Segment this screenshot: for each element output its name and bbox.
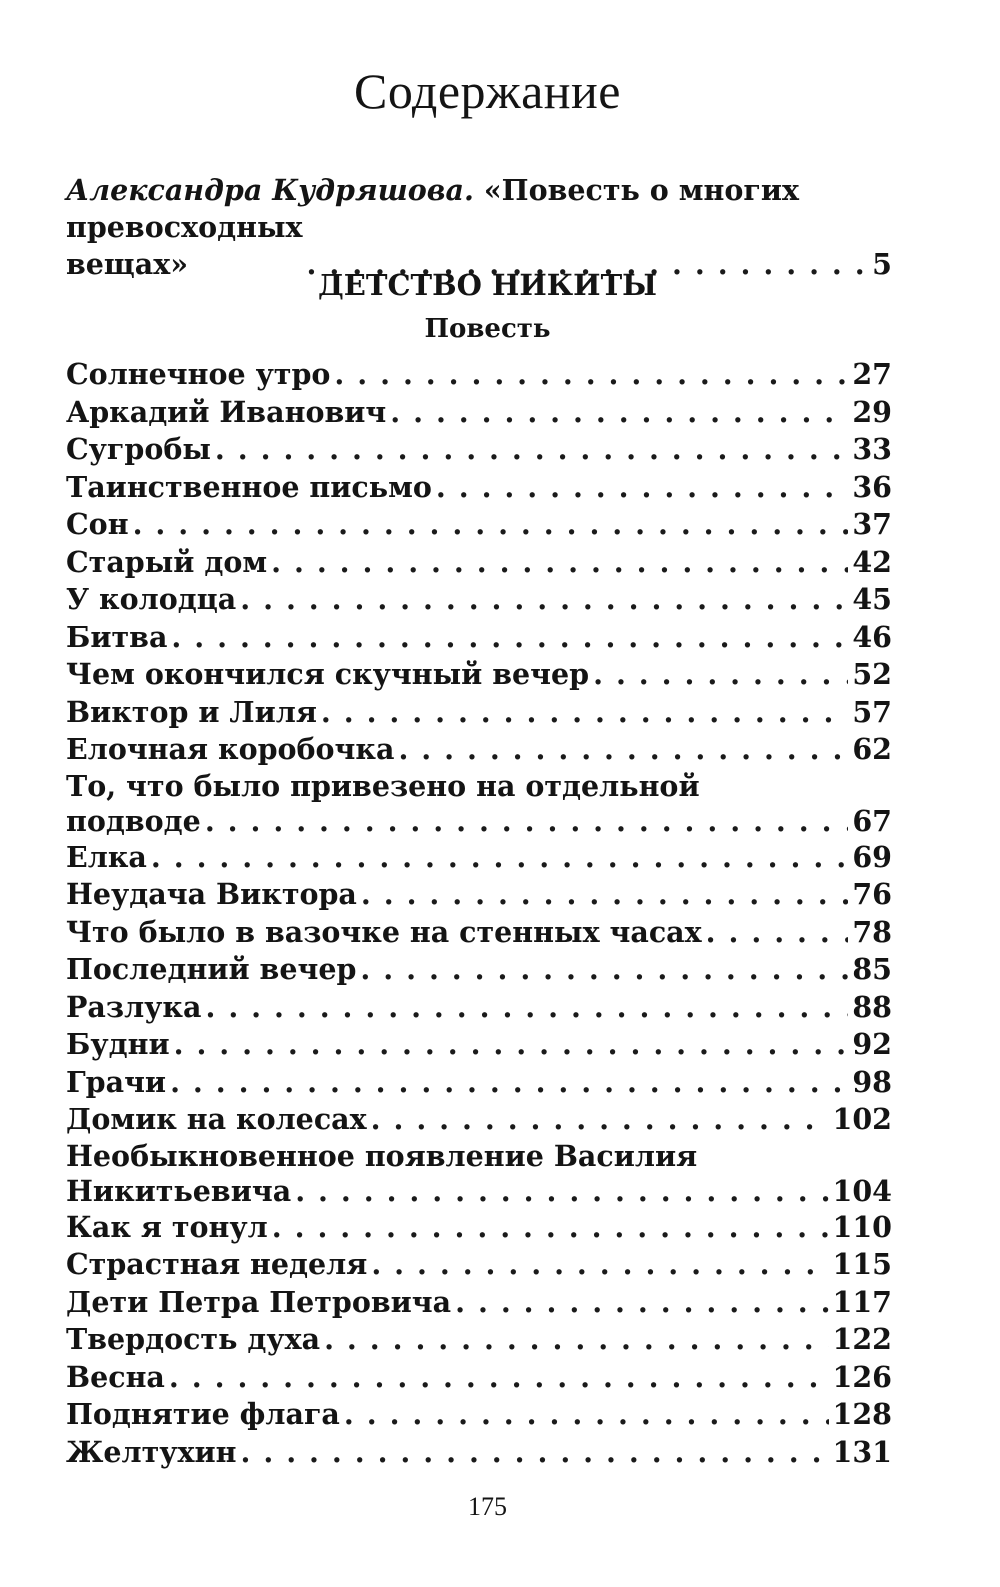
toc-entry-page: 122 xyxy=(832,1322,892,1356)
dot-leader xyxy=(240,581,848,619)
toc-entry-title: Таинственное письмо xyxy=(66,469,432,504)
toc-entry xyxy=(66,619,892,657)
toc-entry-title: Желтухин xyxy=(66,1434,237,1469)
toc-entry-title: Чем окончился скучный вечер xyxy=(66,657,590,691)
toc-entry-page: 29 xyxy=(852,394,892,429)
toc-entry xyxy=(66,544,892,582)
dot-leader xyxy=(272,1209,829,1247)
toc-entry-page: 78 xyxy=(852,914,892,949)
dot-leader xyxy=(171,619,848,657)
toc-entry-title: Дети Петра Петровича xyxy=(66,1284,452,1319)
toc-entry xyxy=(66,1139,892,1209)
toc-entry-page: 57 xyxy=(852,694,892,729)
toc-entry xyxy=(66,1284,892,1322)
dot-leader xyxy=(334,356,848,394)
toc-entry xyxy=(66,769,892,839)
toc-entry-title: Поднятие флага xyxy=(66,1397,340,1431)
toc-entry xyxy=(66,731,892,769)
toc-entry-page: 45 xyxy=(852,582,892,616)
toc-entry-page: 42 xyxy=(852,544,892,579)
toc-entry-title: Сугробы xyxy=(66,432,211,466)
toc-entry-title: Домик на колесах xyxy=(66,1102,367,1136)
toc-entry-title: Старый дом xyxy=(66,544,268,579)
toc-entry xyxy=(66,694,892,732)
toc-entry-page: 85 xyxy=(852,952,892,986)
dot-leader xyxy=(371,1246,828,1284)
toc-entry-last-line xyxy=(66,1174,892,1209)
dot-leader xyxy=(205,804,849,839)
foreword-author: Александра Кудряшова. xyxy=(66,173,474,207)
toc-entry xyxy=(66,431,892,469)
dot-leader xyxy=(321,694,848,732)
toc-entry-page: 62 xyxy=(852,732,892,766)
foreword-entry xyxy=(66,172,892,283)
dot-leader xyxy=(133,506,849,544)
page-title: Содержание xyxy=(354,63,621,119)
dot-leader xyxy=(344,1396,829,1434)
toc-entry-page: 46 xyxy=(852,619,892,654)
toc-entry-title: Разлука xyxy=(66,989,202,1024)
toc-entry xyxy=(66,1246,892,1284)
toc-entry xyxy=(66,506,892,544)
toc-entry-title: Елочная коробочка xyxy=(66,732,395,766)
toc-entry-title: Грачи xyxy=(66,1064,167,1099)
toc-entry-title: Неудача Виктора xyxy=(66,877,357,911)
toc-entry xyxy=(66,656,892,694)
foreword-page-number: 5 xyxy=(872,247,892,281)
toc-entry-title: Елка xyxy=(66,839,147,874)
toc-entry-page: 98 xyxy=(852,1064,892,1099)
toc-entry xyxy=(66,1064,892,1102)
toc-entry-title: Виктор и Лиля xyxy=(66,694,317,729)
dot-leader xyxy=(455,1284,828,1322)
toc-entry-title-line1: То, что было привезено на отдельной xyxy=(66,768,700,803)
toc-entry xyxy=(66,876,892,914)
toc-entry xyxy=(66,951,892,989)
dot-leader xyxy=(324,1321,828,1359)
toc-entry xyxy=(66,581,892,619)
dot-leader xyxy=(215,431,848,469)
toc-entry-title: Страстная неделя xyxy=(66,1247,368,1281)
toc-entry-page: 36 xyxy=(852,469,892,504)
toc-entry xyxy=(66,469,892,507)
section-title: ДЕТСТВО НИКИТЫ xyxy=(317,268,657,302)
section-subtitle: Повесть xyxy=(424,314,551,344)
toc-entry xyxy=(66,394,892,432)
toc-entry-title: Что было в вазочке на стенных часах xyxy=(66,914,702,949)
toc-entry-page: 115 xyxy=(832,1247,892,1281)
dot-leader xyxy=(361,876,848,914)
toc-entry-page: 37 xyxy=(852,507,892,541)
toc-entry xyxy=(66,1321,892,1359)
dot-leader xyxy=(205,989,848,1027)
dot-leader xyxy=(436,469,848,507)
toc-entry-page: 128 xyxy=(832,1397,892,1431)
dot-leader xyxy=(360,951,848,989)
toc-entry xyxy=(66,1209,892,1247)
toc-entry xyxy=(66,356,892,394)
toc-entry-title: Весна xyxy=(66,1359,165,1394)
toc-entry-page: 104 xyxy=(832,1173,892,1208)
toc-entry-title-line2: Никитьевича xyxy=(66,1173,292,1208)
dot-leader xyxy=(169,1359,829,1397)
dot-leader xyxy=(295,1174,828,1209)
foreword-first-line xyxy=(66,172,892,209)
toc-entry-title: Твердость духа xyxy=(66,1322,321,1356)
toc-entry-page: 117 xyxy=(832,1284,892,1319)
page-number: 175 xyxy=(468,1492,507,1521)
toc-entry-last-line xyxy=(66,804,892,839)
toc-entry-title: Аркадий Иванович xyxy=(66,394,387,429)
dot-leader xyxy=(593,656,848,694)
toc-entry xyxy=(66,1434,892,1472)
toc-entry-title-line1: Необыкновенное появление Василия xyxy=(66,1138,698,1173)
toc-entry-page: 33 xyxy=(852,432,892,466)
dot-leader xyxy=(271,544,848,582)
toc-entry xyxy=(66,1026,892,1064)
toc-entry xyxy=(66,839,892,877)
toc-entry-page: 52 xyxy=(852,657,892,691)
toc-entry-page: 88 xyxy=(852,989,892,1024)
toc-entry-title-line2: подводе xyxy=(66,803,201,838)
dot-leader xyxy=(151,839,848,877)
toc-entry xyxy=(66,1359,892,1397)
toc-entry xyxy=(66,1396,892,1434)
dot-leader xyxy=(174,1026,849,1064)
toc-entry-title: Последний вечер xyxy=(66,952,357,986)
dot-leader xyxy=(398,731,848,769)
toc-entry-page: 27 xyxy=(852,357,892,391)
dot-leader xyxy=(371,1101,829,1139)
toc-entry-title: Как я тонул xyxy=(66,1209,268,1244)
toc-entry-title: Солнечное утро xyxy=(66,357,331,391)
toc-entry-page: 110 xyxy=(832,1209,892,1244)
dot-leader xyxy=(170,1064,848,1102)
dot-leader xyxy=(241,1434,829,1472)
foreword-title-line1: «Повесть о многих xyxy=(483,173,799,207)
toc-entry-page: 126 xyxy=(832,1359,892,1394)
toc-entry-title: Битва xyxy=(66,619,168,654)
foreword-title-line2: превосходных вещах» xyxy=(66,210,303,281)
toc-entry-page: 76 xyxy=(852,877,892,911)
table-of-contents xyxy=(66,356,892,1471)
toc-entry-page: 131 xyxy=(832,1434,892,1469)
toc-entry-title: Сон xyxy=(66,507,129,541)
toc-entry xyxy=(66,989,892,1027)
toc-entry-page: 67 xyxy=(852,803,892,838)
toc-entry-page: 102 xyxy=(832,1102,892,1136)
toc-entry-page: 69 xyxy=(852,839,892,874)
toc-entry-title: У колодца xyxy=(66,582,237,616)
dot-leader xyxy=(706,914,849,952)
toc-entry-title: Будни xyxy=(66,1027,170,1061)
toc-entry xyxy=(66,1101,892,1139)
toc-entry-page: 92 xyxy=(852,1027,892,1061)
dot-leader xyxy=(390,394,848,432)
toc-entry xyxy=(66,914,892,952)
